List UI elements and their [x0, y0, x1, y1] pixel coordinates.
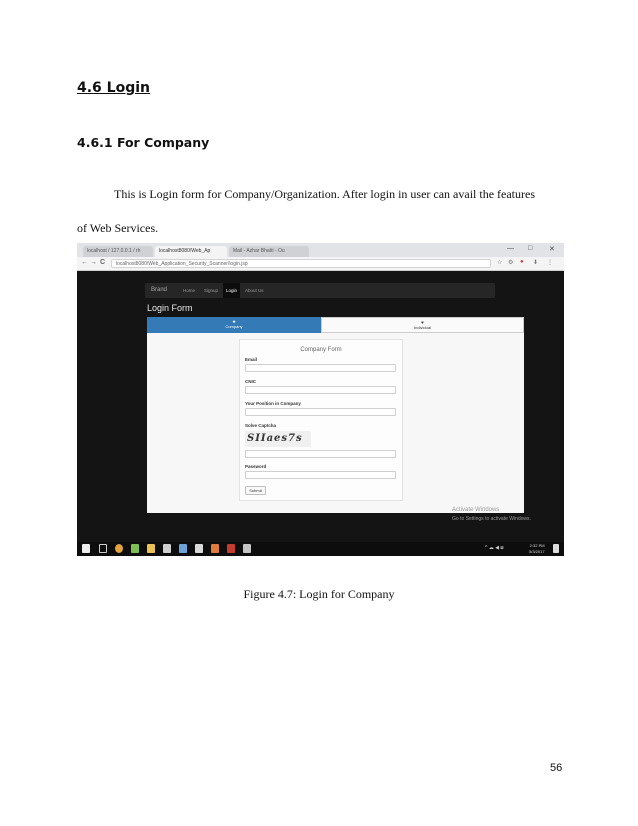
app-icon[interactable] — [243, 544, 251, 553]
email-label: Email — [245, 357, 258, 362]
figure-caption: Figure 4.7: Login for Company — [243, 587, 395, 601]
activation-watermark-text: Go to Settings to activate Windows. — [452, 516, 531, 522]
nav-signup[interactable]: Signup — [204, 288, 219, 293]
download-icon[interactable]: ⬇ — [533, 260, 539, 266]
app-icon[interactable] — [131, 544, 139, 553]
app-navbar — [145, 283, 495, 298]
browser-tab-3[interactable]: Mail - Azhar Bhatti - Ou — [229, 246, 309, 257]
record-extension-icon[interactable]: ● — [520, 259, 524, 265]
paragraph-line-2: of Web Services. — [77, 221, 159, 235]
captcha-field[interactable] — [245, 450, 396, 458]
cnic-label: CNIC — [245, 379, 256, 384]
chrome-icon[interactable] — [115, 544, 123, 553]
nav-home[interactable]: Home — [183, 288, 196, 293]
nav-about-us[interactable]: About Us — [245, 288, 264, 293]
extension-icon[interactable]: ⚙ — [508, 260, 514, 266]
app-icon[interactable] — [179, 544, 187, 553]
activation-watermark-title: Activate Windows — [452, 507, 500, 513]
nav-login[interactable]: Login — [223, 283, 240, 298]
close-icon[interactable]: ✕ — [549, 246, 555, 253]
clock-time: 2:32 PM — [529, 543, 545, 548]
page-number: 56 — [550, 762, 563, 774]
captcha-image: SIIaes7s — [245, 431, 311, 447]
captcha-label: Solve Captcha — [245, 423, 277, 428]
bookmark-star-icon[interactable]: ☆ — [497, 260, 503, 266]
minimize-icon[interactable]: — — [507, 245, 514, 252]
nav-brand[interactable]: Brand — [151, 287, 168, 293]
company-form-title: Company Form — [300, 347, 342, 353]
browser-tab-1[interactable]: localhost / 127.0.0.1 / rh — [83, 246, 153, 257]
back-icon[interactable]: ← — [81, 259, 88, 266]
password-field[interactable] — [245, 471, 396, 479]
heart-icon: ♥ — [421, 320, 424, 325]
password-label: Password — [245, 464, 267, 469]
powerpoint-icon[interactable] — [227, 544, 235, 553]
maximize-icon[interactable]: □ — [528, 245, 533, 252]
taskbar-clock[interactable] — [529, 543, 545, 555]
notification-icon[interactable] — [553, 544, 559, 553]
section-heading: 4.6 Login — [77, 80, 151, 96]
login-form-title: Login Form — [147, 303, 193, 313]
folder-icon[interactable] — [147, 544, 155, 553]
email-field[interactable] — [245, 364, 396, 372]
subsection-heading: 4.6.1 For Company — [77, 135, 210, 150]
app-icon[interactable] — [211, 544, 219, 553]
url-input[interactable]: localhost8080/Web_Application_Security_Scanner/login.jsp — [111, 259, 491, 268]
tab-company[interactable] — [147, 317, 321, 333]
reload-icon[interactable]: C — [100, 259, 106, 266]
position-label: Your Position in Company — [245, 401, 301, 406]
tab-individual[interactable] — [321, 317, 524, 333]
start-icon[interactable] — [82, 544, 90, 553]
position-field[interactable] — [245, 408, 396, 416]
tab-company-label: Company — [225, 324, 243, 329]
app-icon[interactable] — [195, 544, 203, 553]
paragraph-line-1: This is Login form for Company/Organization. After login in user can avail the features — [114, 187, 536, 201]
star-icon: ★ — [231, 319, 237, 324]
task-view-icon[interactable] — [99, 544, 107, 553]
body-paragraph — [77, 177, 561, 245]
menu-icon[interactable]: ⋮ — [547, 260, 553, 266]
browser-tab-2[interactable]: localhost8080/Web_Ap — [155, 246, 227, 257]
browser-address-bar — [77, 257, 564, 271]
clock-date: 5/3/2017 — [529, 549, 545, 554]
tab-individual-label: Individual — [414, 325, 431, 330]
store-icon[interactable] — [163, 544, 171, 553]
system-tray[interactable]: ^ ☁ ◀ ⧈ — [485, 545, 504, 551]
forward-icon[interactable]: → — [90, 259, 97, 266]
taskbar — [77, 542, 564, 556]
figure-screenshot — [77, 243, 564, 556]
submit-button[interactable]: Submit — [245, 486, 266, 495]
cnic-field[interactable] — [245, 386, 396, 394]
browser-tab-bar — [77, 243, 564, 257]
